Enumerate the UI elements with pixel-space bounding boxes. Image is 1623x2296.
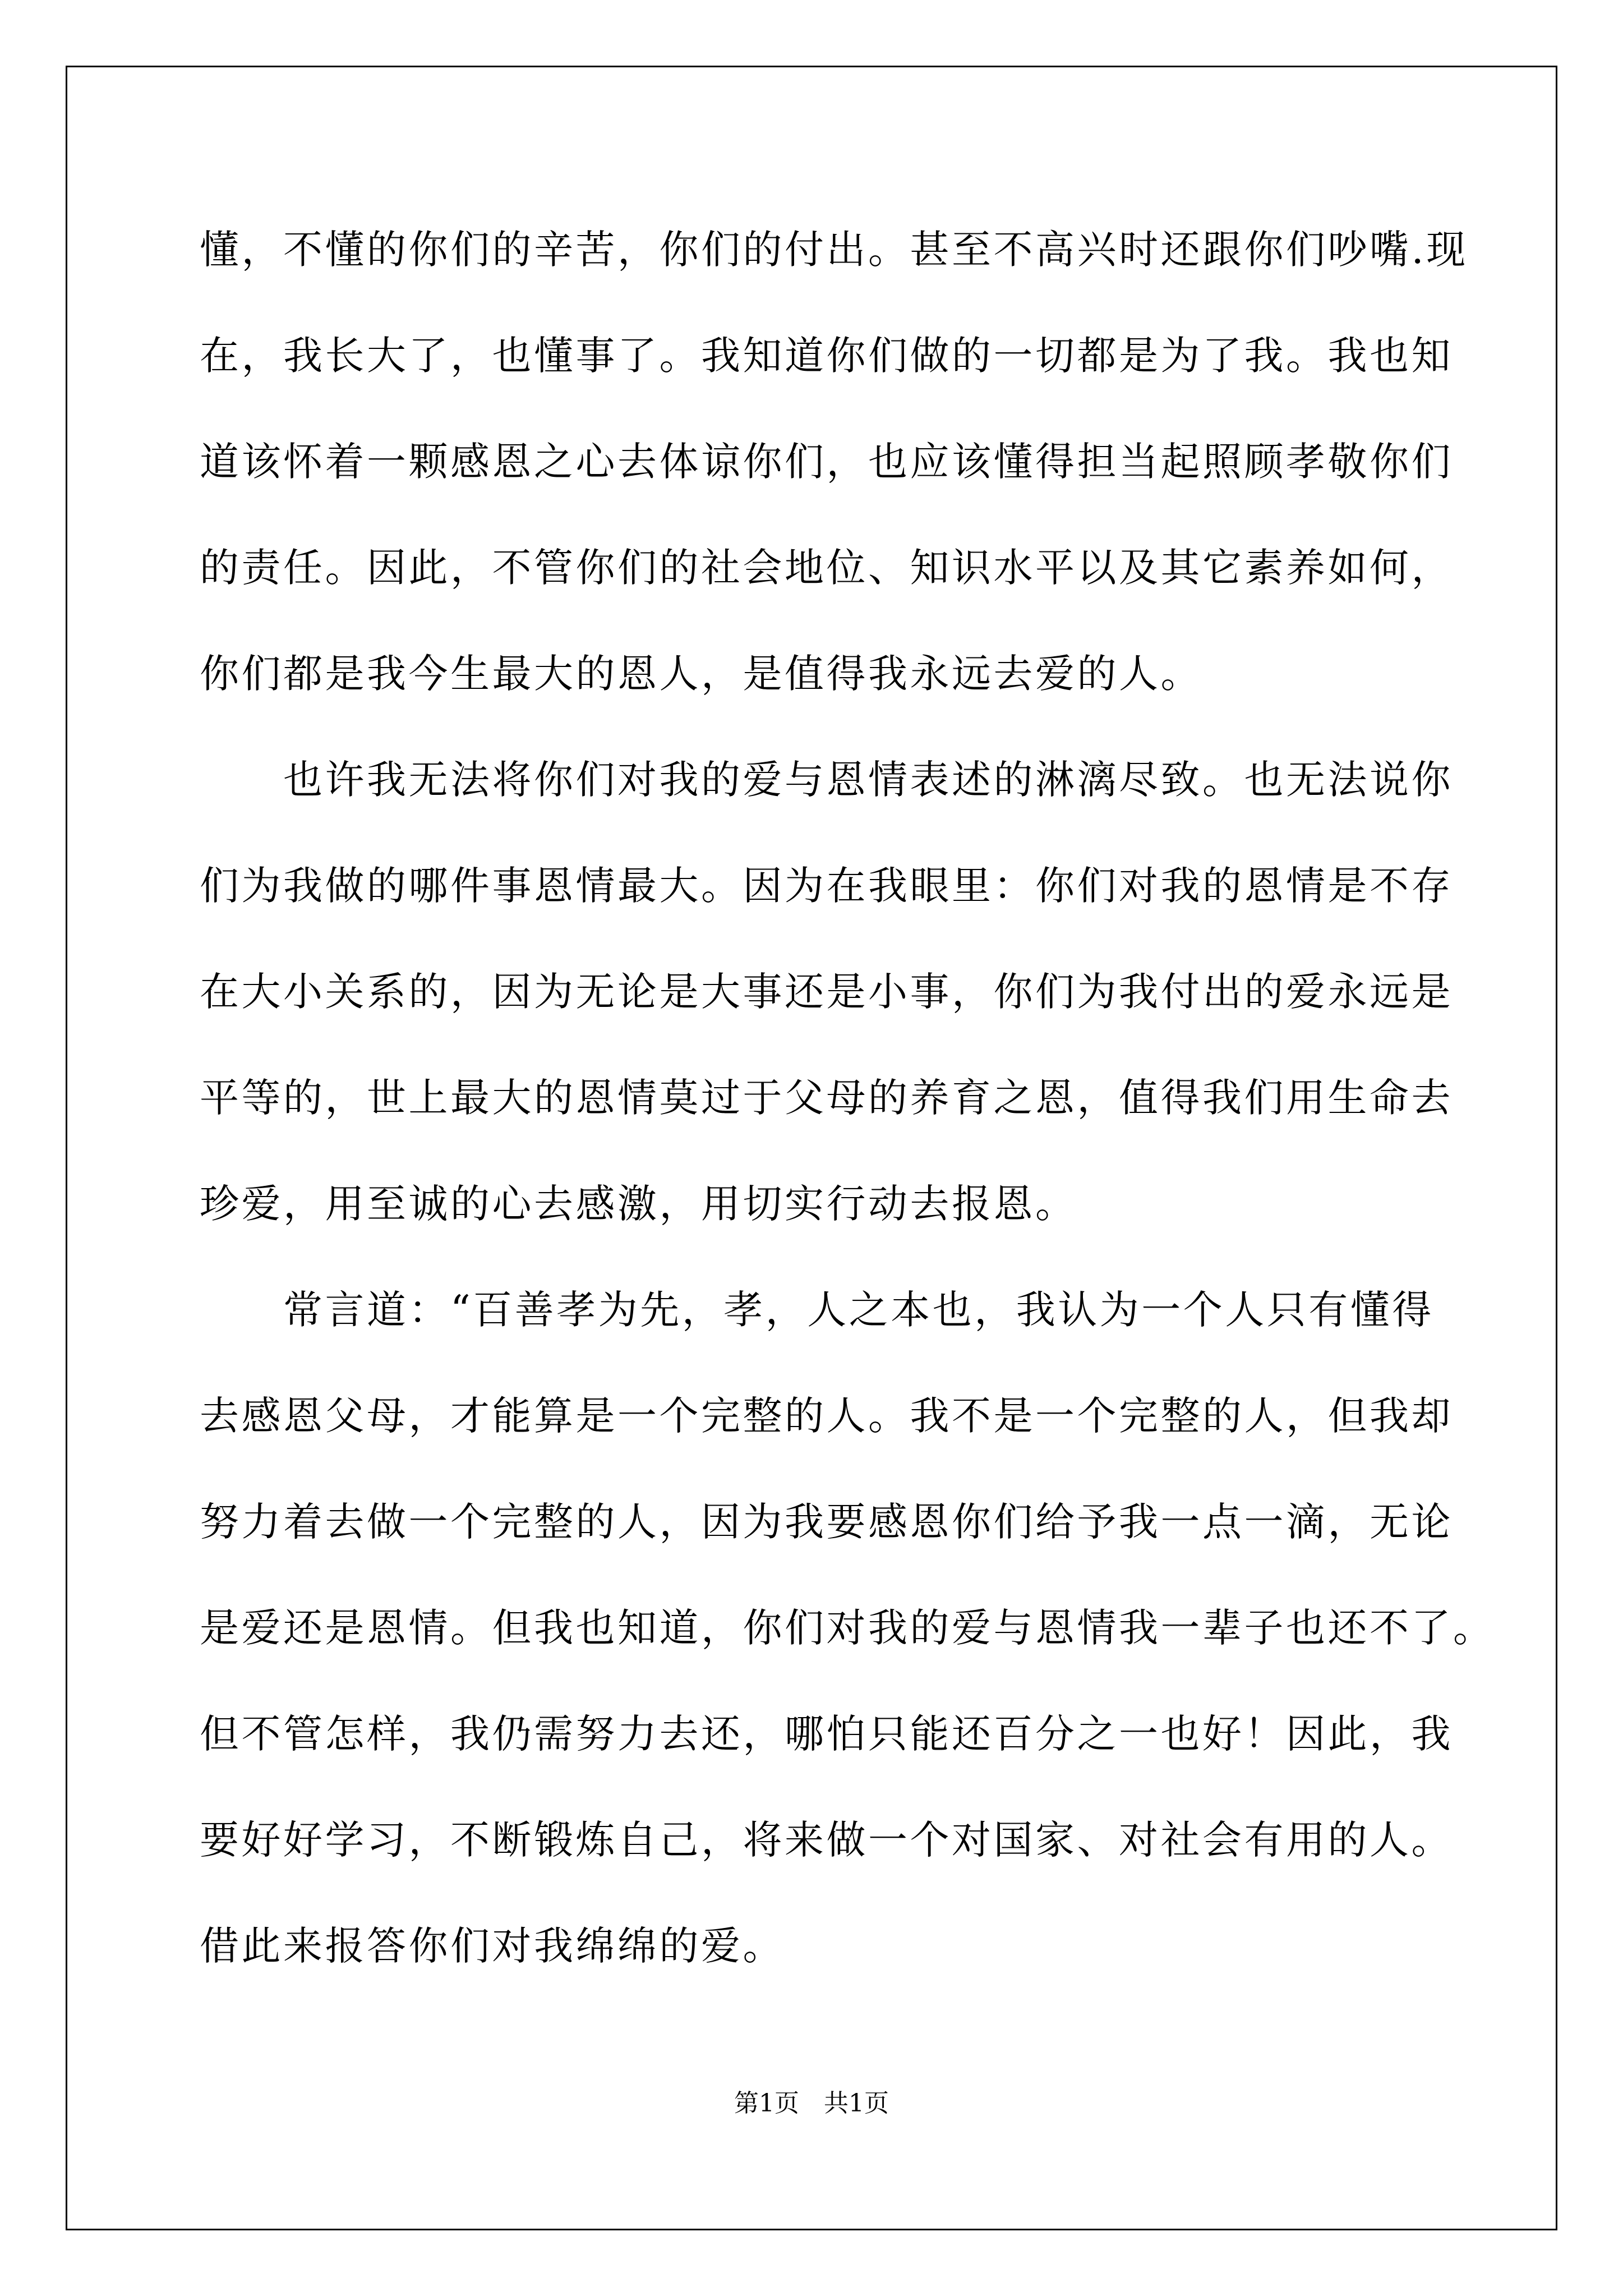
text-line: 道该怀着一颗感恩之心去体谅你们，也应该懂得担当起照顾孝敬你们 bbox=[200, 439, 1453, 485]
text-line: 常言道：“百善孝为先，孝，人之本也，我认为一个人只有懂得 bbox=[200, 1287, 1434, 1333]
text-line: 要好好学习，不断锻炼自己，将来做一个对国家、对社会有用的人。 bbox=[200, 1817, 1453, 1863]
text-line: 也许我无法将你们对我的爱与恩情表述的淋漓尽致。也无法说你 bbox=[200, 757, 1453, 803]
text-line: 努力着去做一个完整的人，因为我要感恩你们给予我一点一滴，无论 bbox=[200, 1499, 1453, 1545]
text-line: 懂，不懂的你们的辛苦，你们的付出。甚至不高兴时还跟你们吵嘴.现 bbox=[200, 227, 1468, 273]
text-line: 去感恩父母，才能算是一个完整的人。我不是一个完整的人，但我却 bbox=[200, 1393, 1453, 1439]
text-line: 但不管怎样，我仍需努力去还，哪怕只能还百分之一也好！因此，我 bbox=[200, 1711, 1453, 1757]
text-line: 在大小关系的，因为无论是大事还是小事，你们为我付出的爱永远是 bbox=[200, 969, 1453, 1015]
page-border bbox=[66, 66, 1557, 2230]
text-line: 你们都是我今生最大的恩人，是值得我永远去爱的人。 bbox=[200, 651, 1202, 697]
text-line: 借此来报答你们对我绵绵的爱。 bbox=[200, 1923, 785, 1969]
text-line: 的责任。因此，不管你们的社会地位、知识水平以及其它素养如何， bbox=[200, 545, 1453, 591]
text-line: 珍爱，用至诚的心去感激，用切实行动去报恩。 bbox=[200, 1181, 1077, 1227]
text-line: 平等的，世上最大的恩情莫过于父母的养育之恩，值得我们用生命去 bbox=[200, 1075, 1453, 1121]
text-line: 们为我做的哪件事恩情最大。因为在我眼里：你们对我的恩情是不存 bbox=[200, 863, 1453, 909]
text-line: 是爱还是恩情。但我也知道，你们对我的爱与恩情我一辈子也还不了。 bbox=[200, 1605, 1495, 1651]
page-footer: 第1页 共1页 bbox=[734, 2089, 889, 2118]
text-line: 在，我长大了，也懂事了。我知道你们做的一切都是为了我。我也知 bbox=[200, 333, 1453, 379]
